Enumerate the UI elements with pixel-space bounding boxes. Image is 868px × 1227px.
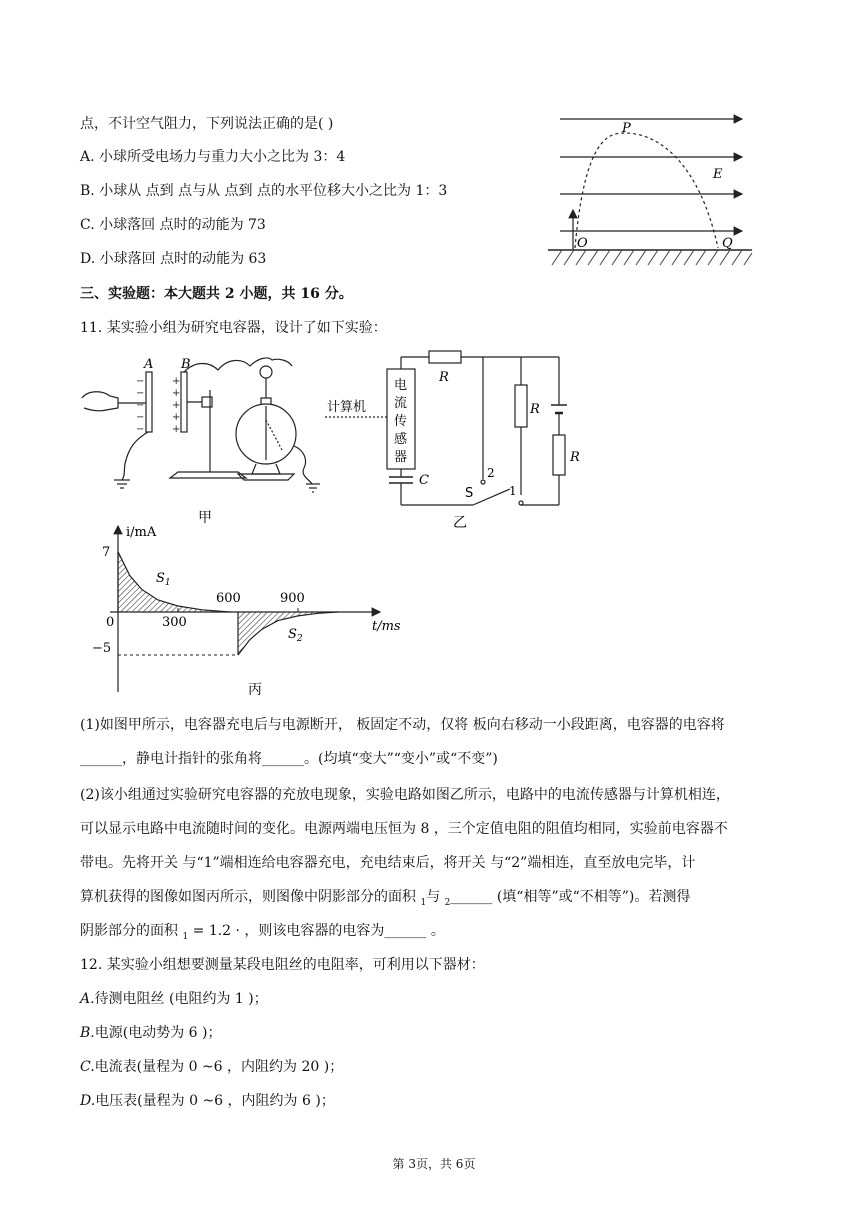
stand-base [170, 472, 246, 478]
plate-b [181, 372, 187, 432]
q11-part2-e [80, 921, 445, 943]
sensor-label [394, 377, 407, 465]
electrometer-stand [252, 464, 280, 474]
item-a-text: 待测电阻丝 (电阻约为 1 )； [94, 991, 268, 1007]
q11-part2-d-post: ______ (填“相等”或“不相等”)。若测得 [450, 889, 691, 905]
terminal-1: 1 [509, 484, 517, 498]
sub-2: 2 [444, 898, 451, 908]
q11-part1-a: (1)如图甲所示，电容器充电后与电源断开， 板固定不动，仅将 板向右移动一小段距离，电容器的电容将 [80, 717, 725, 733]
q11-part2-c: 带电。先将开关 与“1”端相连给电容器充电，充电结束后，将开关 与“2”端相连，直至放电完毕，计 [80, 855, 696, 871]
ground-hatch [552, 250, 752, 265]
wire-a [122, 432, 148, 480]
q11-part2-e-pre: 阴影部分的面积 [80, 923, 183, 939]
svg-text:+: + [172, 376, 181, 387]
label-s: S [465, 486, 474, 501]
electrometer-wire [294, 446, 312, 484]
label-q: Q [722, 236, 733, 251]
q11-part2-d-pre: 算机获得的图像如图丙所示，则图像中阴影部分的面积 [80, 889, 421, 905]
plate-a [146, 372, 152, 432]
svg-text:−: − [136, 388, 145, 399]
origin-label: 0 [106, 615, 115, 630]
svg-text:+: + [172, 400, 181, 411]
switch-s [473, 489, 510, 505]
question-11: 11. 某实验小组为研究电容器，设计了如下实验： [80, 320, 387, 336]
item-b-letter: B. [80, 1025, 95, 1041]
electrometer-knob [260, 366, 272, 378]
figure-yi-circuit [325, 345, 585, 530]
svg-text:+: + [172, 412, 181, 423]
sensor-char: 流 [394, 396, 408, 411]
electric-field-figure [540, 105, 760, 270]
label-r-right: R [570, 450, 580, 465]
q11-part1-b: ______，静电计指针的张角将______。(均填“变大”“变小”或“不变”) [80, 751, 498, 767]
option-c: C. 小球落回 点时的动能为 73 [80, 217, 266, 233]
y-tick-7: 7 [102, 545, 111, 560]
q11-part2-a: (2)该小组通过实验研究电容器的充放电现象，实验电路如图乙所示，电路中的电流传感器与计算机相连， [80, 787, 730, 803]
hand [82, 392, 118, 411]
y-axis-label: i/mA [126, 525, 157, 540]
section-heading: 三、实验题：本大题共 2 小题，共 16 分。 [80, 286, 353, 302]
item-d-text: 电压表(量程为 0 ~6 ，内阻约为 6 )； [95, 1093, 335, 1109]
item-b-text: 电源(电动势为 6 )； [94, 1025, 222, 1041]
label-s1: $S_1$ [156, 571, 171, 588]
x-tick-300: 300 [162, 615, 187, 630]
item-c-text: 电流表(量程为 0 ~6 ，内阻约为 20 )； [94, 1059, 344, 1075]
label-c: C [419, 473, 429, 488]
x-tick-600: 600 [216, 591, 241, 606]
x-tick-900: 900 [280, 591, 305, 606]
item-b [80, 1023, 221, 1043]
sensor-char: 电 [394, 378, 408, 393]
figure-jia [78, 350, 336, 530]
q11-part2-d [80, 887, 690, 909]
label-a: A [144, 357, 154, 372]
terminal-2: 2 [487, 466, 495, 480]
sub-1: 1 [420, 898, 427, 908]
svg-text:−: − [136, 424, 145, 435]
q11-part2-d-mid: 与 [426, 889, 445, 905]
label-b: B [181, 357, 191, 372]
q11-part2-e-post: = 1.2 · ，则该电容器的电容为______ 。 [188, 923, 445, 939]
item-d [80, 1091, 335, 1111]
option-a: A. 小球所受电场力与重力大小之比为 3：4 [80, 149, 346, 165]
option-b: B. 小球从 点到 点与从 点到 点的水平位移大小之比为 1：3 [80, 183, 448, 199]
item-a [80, 989, 268, 1009]
resistor-mid [515, 385, 527, 427]
resistor-right [553, 435, 565, 475]
label-r-mid: R [530, 402, 540, 417]
sensor-char: 感 [394, 432, 408, 447]
label-s2: $S_2$ [288, 627, 303, 644]
caption-yi: 乙 [453, 515, 467, 530]
y-tick-neg5: −5 [92, 641, 112, 656]
x-axis-label: t/ms [372, 619, 401, 634]
label-o: O [577, 236, 588, 251]
charge-signs [136, 376, 180, 435]
question-12: 12. 某实验小组想要测量某段电阻丝的电阻率，可利用以下器材： [80, 957, 485, 973]
label-p: P [622, 121, 631, 136]
item-c [80, 1057, 343, 1077]
figure-bing-chart [80, 522, 410, 702]
caption-jia: 甲 [198, 510, 212, 526]
option-d: D. 小球落回 点时的动能为 63 [80, 251, 267, 267]
q11-part2-b: 可以显示电路中电流随时间的变化。电源两端电压恒为 8 ，三个定值电阻的阻值均相同，实验前电容器不 [80, 821, 728, 837]
sub-1b: 1 [182, 932, 189, 942]
svg-text:+: + [172, 424, 181, 435]
sensor-char: 传 [394, 414, 408, 429]
item-a-letter: A. [80, 991, 95, 1007]
s2-sub: 2 [296, 634, 303, 644]
label-computer: 计算机 [327, 400, 367, 415]
resistor-top [429, 351, 461, 363]
svg-text:−: − [136, 412, 145, 423]
label-r-top: R [439, 370, 449, 385]
page-footer: 第 3页，共 6页 [392, 1157, 476, 1171]
svg-text:−: − [136, 400, 145, 411]
question-stem-tail: 点，不计空气阻力，下列说法正确的是( ) [80, 116, 334, 132]
sensor-char: 器 [394, 450, 408, 465]
label-e: E [713, 167, 723, 182]
s1-sub: 1 [164, 578, 171, 588]
item-c-letter: C. [80, 1059, 95, 1075]
caption-bing: 丙 [248, 682, 262, 698]
svg-text:−: − [136, 376, 145, 387]
item-d-letter: D. [80, 1093, 96, 1109]
connect-wire [184, 358, 292, 372]
svg-text:+: + [172, 388, 181, 399]
